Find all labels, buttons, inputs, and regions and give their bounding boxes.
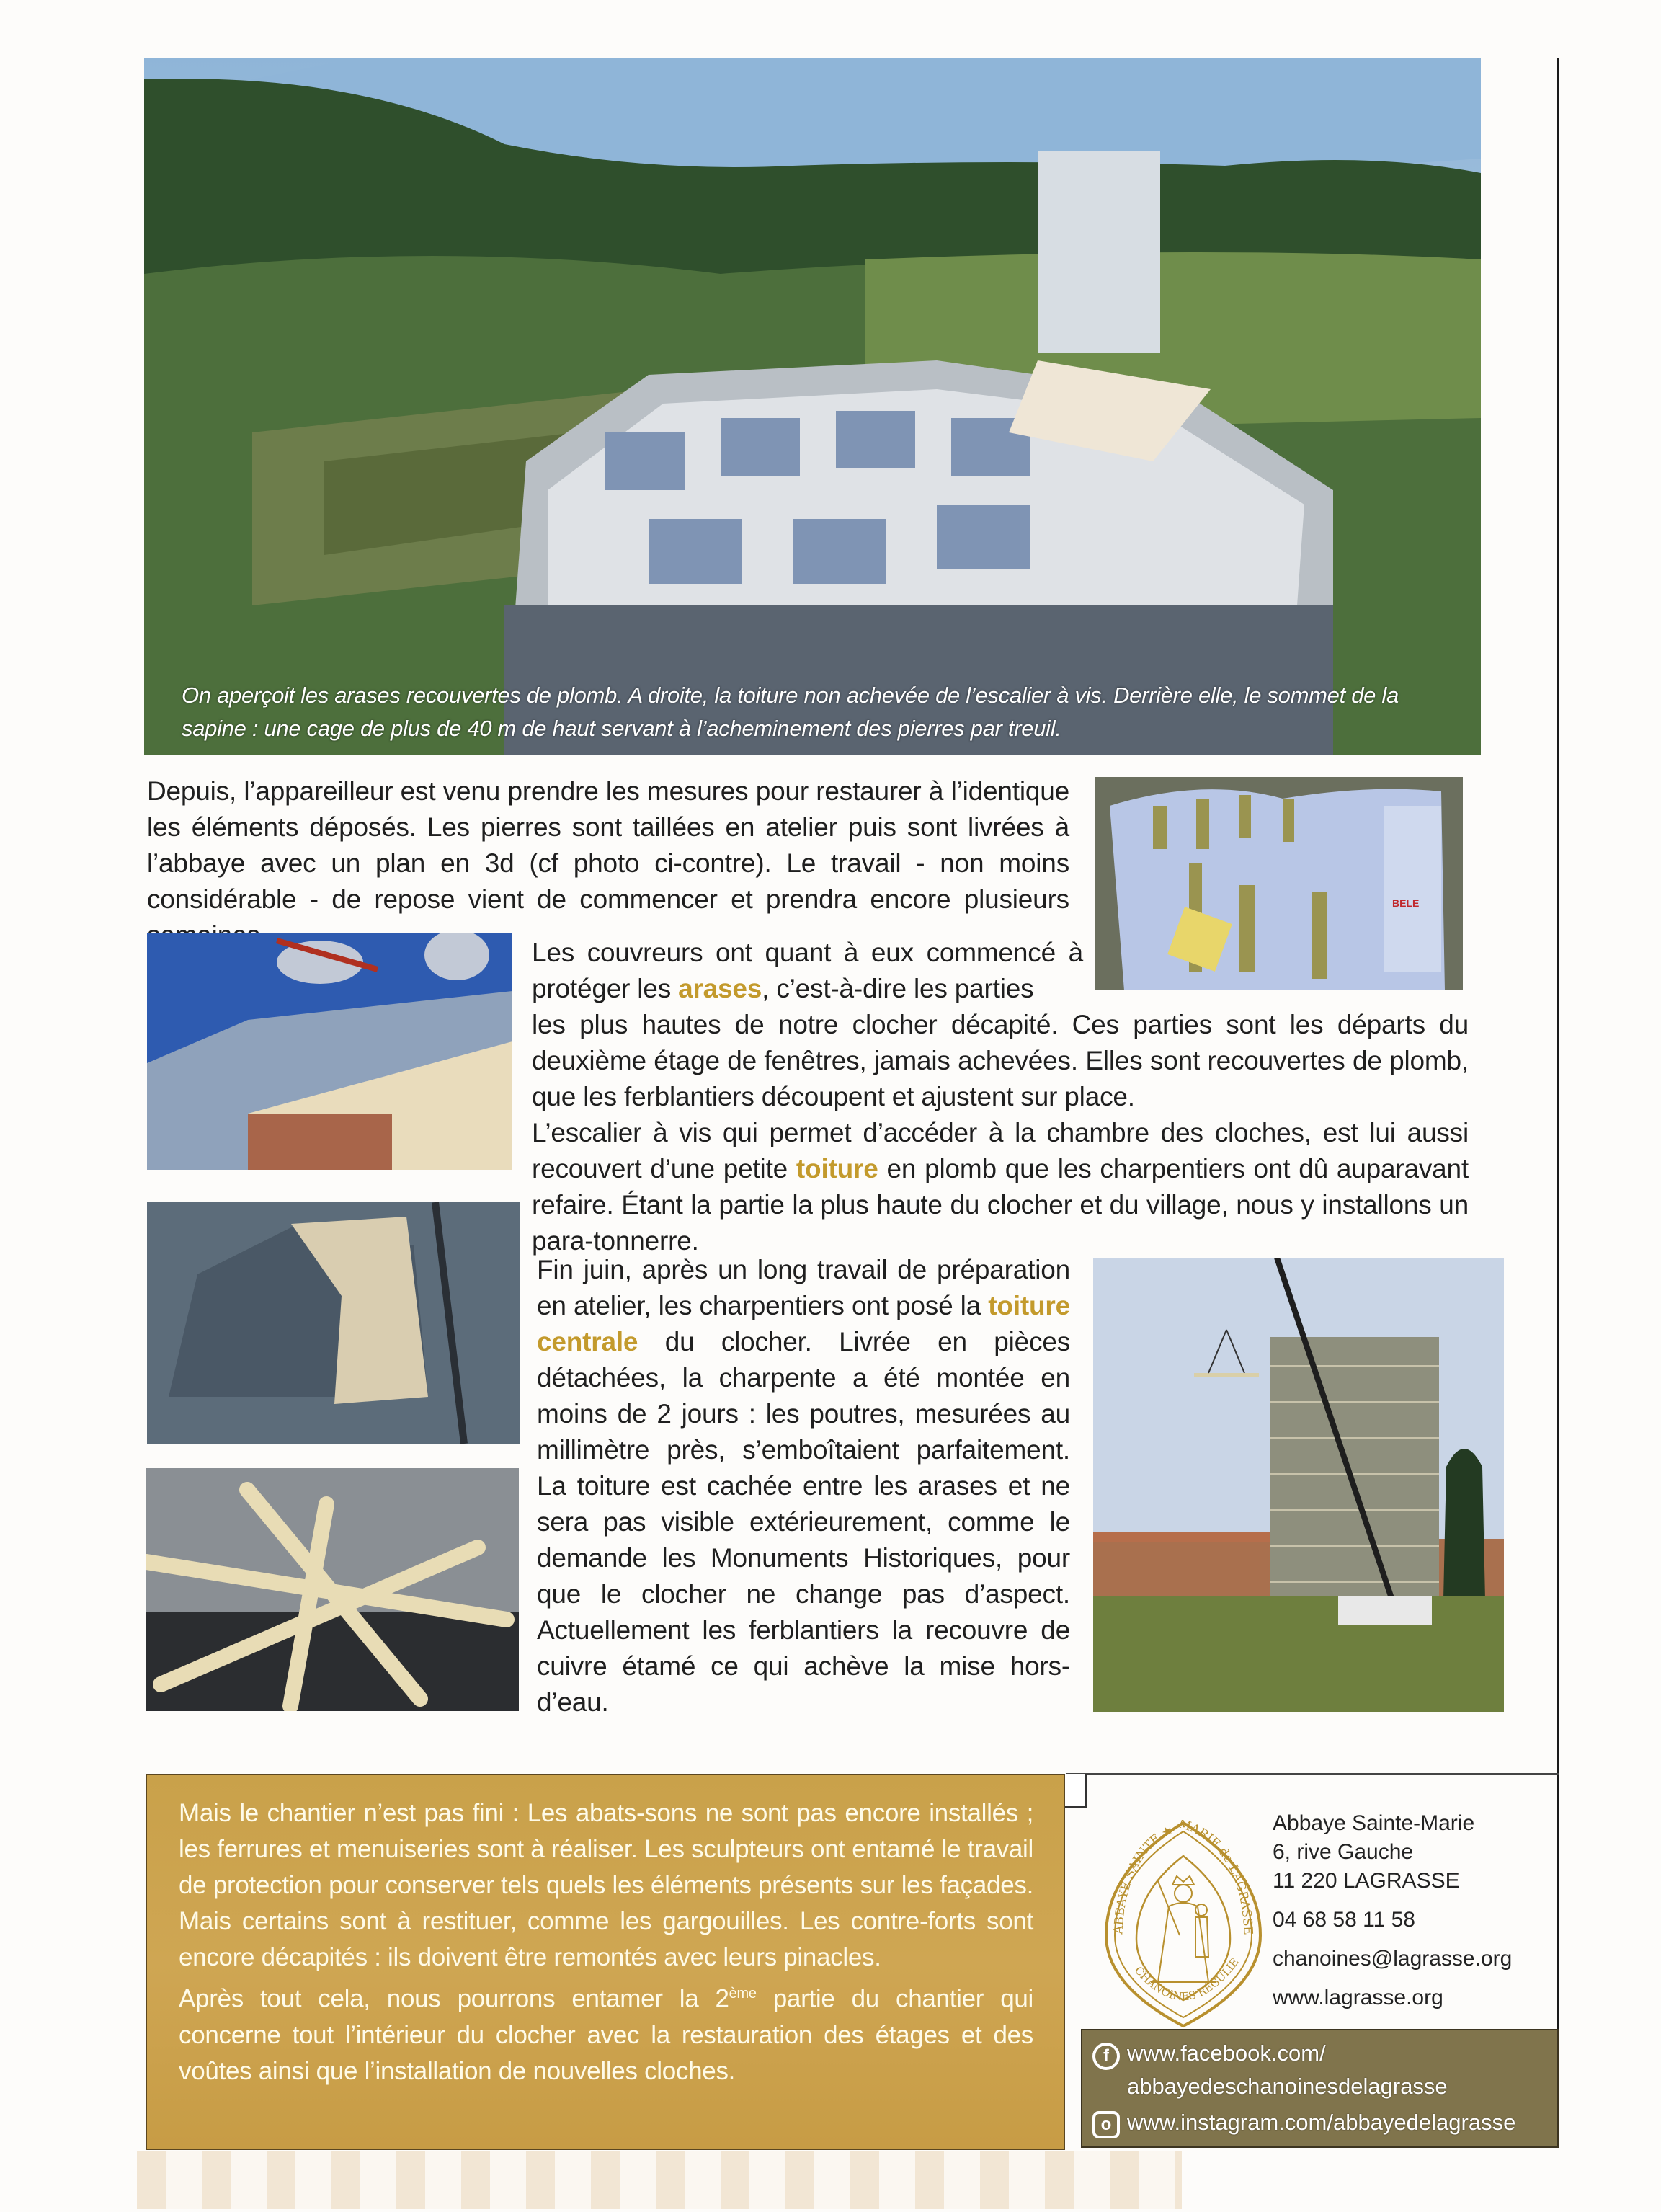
seal-bottom-text: CHANOINES RÉGULIE [1131,1955,1242,2004]
highlight-arases: arases [678,974,762,1003]
callout-box-remaining-work [146,1774,1065,2150]
contact-city: 11 220 LAGRASSE [1273,1869,1460,1893]
contact-street: 6, rive Gauche [1273,1840,1414,1864]
hero-caption [182,679,1479,745]
paper-stain [137,2151,1182,2209]
photo-lead-roofer [147,933,512,1170]
contact-email-link[interactable]: chanoines@lagrasse.org [1273,1947,1513,1971]
hero-photo-illustration [144,58,1481,755]
highlight-toiture: toiture [796,1154,878,1183]
hero-caption-line-1: On aperçoit les arases recouvertes de plomb. A droite, la toiture non achevée de l’escalier à vis. Derrière elle, le sommet de la [182,683,1399,708]
seal-top-text: ABBAYE SAINTE ★ MARIE de LAGRASSE [1111,1820,1255,1936]
abbey-seal-logo [1100,1820,1266,2029]
facebook-link-line-2[interactable]: abbayedeschanoinesdelagrasse [1127,2074,1448,2099]
social-links-box [1081,2029,1559,2148]
contact-name: Abbaye Sainte-Marie [1273,1811,1475,1835]
seal-icon [1100,1820,1266,2029]
svg-text:BELE: BELE [1392,897,1420,909]
corner-notch [1065,1774,1087,1808]
frame-line-right [1557,58,1559,2148]
contact-box-top-border [1066,1773,1559,1775]
paragraph-roofers: Les couvreurs ont quant à eux commencé à protéger les arases, c’est-à-dire les parties les plus hautes de notre clocher décapité. Ces parties sont les départs du deuxième étage de fenêtres, jamais achevées. Elles sont recouvertes de plomb, que les ferblantiers découpent et ajustent sur place. L’escalier à vis qui permet d’accéder à la chambre des cloches, est lui aussi recouvert d’une petite toiture en plomb que les charpentiers ont dû auparavant refaire. Étant la partie la plus haute du clocher et du village, nous y installons un para-tonnerre. [532,935,1469,1259]
worker-photo-illustration [147,933,512,1170]
instagram-link[interactable]: www.instagram.com/abbayedelagrasse [1127,2110,1516,2135]
paragraph-roofers-intro: Les couvreurs ont quant à eux commencé à protéger les arases, c’est-à-dire les parties [532,938,1083,1003]
photo-roof-framework [146,1468,519,1711]
contact-phone[interactable]: 04 68 58 11 58 [1273,1908,1415,1932]
contact-info [1273,1809,1512,2012]
paragraph-stonemason: Depuis, l’appareilleur est venu prendre les mesures pour restaurer à l’identique les éléments déposés. Les pierres sont taillées en atelier puis sont livrées à l’abbaye avec un plan en 3d (cf photo ci-contre). Le travail - non moins considérable - de repose vient de commencer et prendra encore plusieurs [147,776,1069,914]
crane-photo-illustration [1093,1258,1504,1712]
instagram-icon[interactable]: o [1092,2111,1120,2138]
stairs-photo-illustration [147,1202,520,1444]
beams-photo-illustration [146,1468,519,1711]
photo-stair-roof [147,1202,520,1444]
facebook-icon[interactable]: f [1092,2043,1120,2070]
hero-caption-line-2: sapine : une cage de plus de 40 m de haut servant à l’acheminement des pierres par treuil. [182,716,1061,741]
facebook-link-line-1[interactable]: www.facebook.com/ [1127,2040,1326,2066]
contact-website-link[interactable]: www.lagrasse.org [1273,1986,1443,2009]
callout-text: Mais le chantier n’est pas fini : Les abats-sons ne sont pas encore installés ; les ferrures et menuiseries sont à réaliser. Les sculpteurs ont entamé le travail de protection pour conserver tels quels les éléments présents sur les façades. Mais certains sont à restituer, comme les gargouilles. Les contre-forts sont encore décapités : ils doivent être remontés avec leurs pinacles. Après tout cela, nous pourrons entamer la 2ème partie du chantier qui concerne tout l’intérieur du clocher avec la restauration des étages et des voûtes ainsi que l’installation de nouvelles cloches. [179,1799,1034,2085]
highlight-toiture-centrale: toiture centrale [537,1291,1070,1356]
hero-photo-bell-tower-aerial [144,58,1481,755]
photo-crane-tower [1093,1258,1504,1712]
paragraph-central-roof: Fin juin, après un long travail de préparation en atelier, les charpentiers ont posé la toiture centrale du clocher. Livrée en pièces détachées, la charpente a été montée en moins de 2 jours : les poutres, mesurées au millimètre près, s’emboîtaient parfaitement. La toiture est cachée entre les arases et ne sera pas visible extérieurement, comme le demande les Monuments Historiques, pour que le clocher ne change pas d’aspect. Actuellement les ferblantiers la recouvre de cuivre étamé ce qui achève la mise hors-d’eau. [537,1255,1070,1717]
